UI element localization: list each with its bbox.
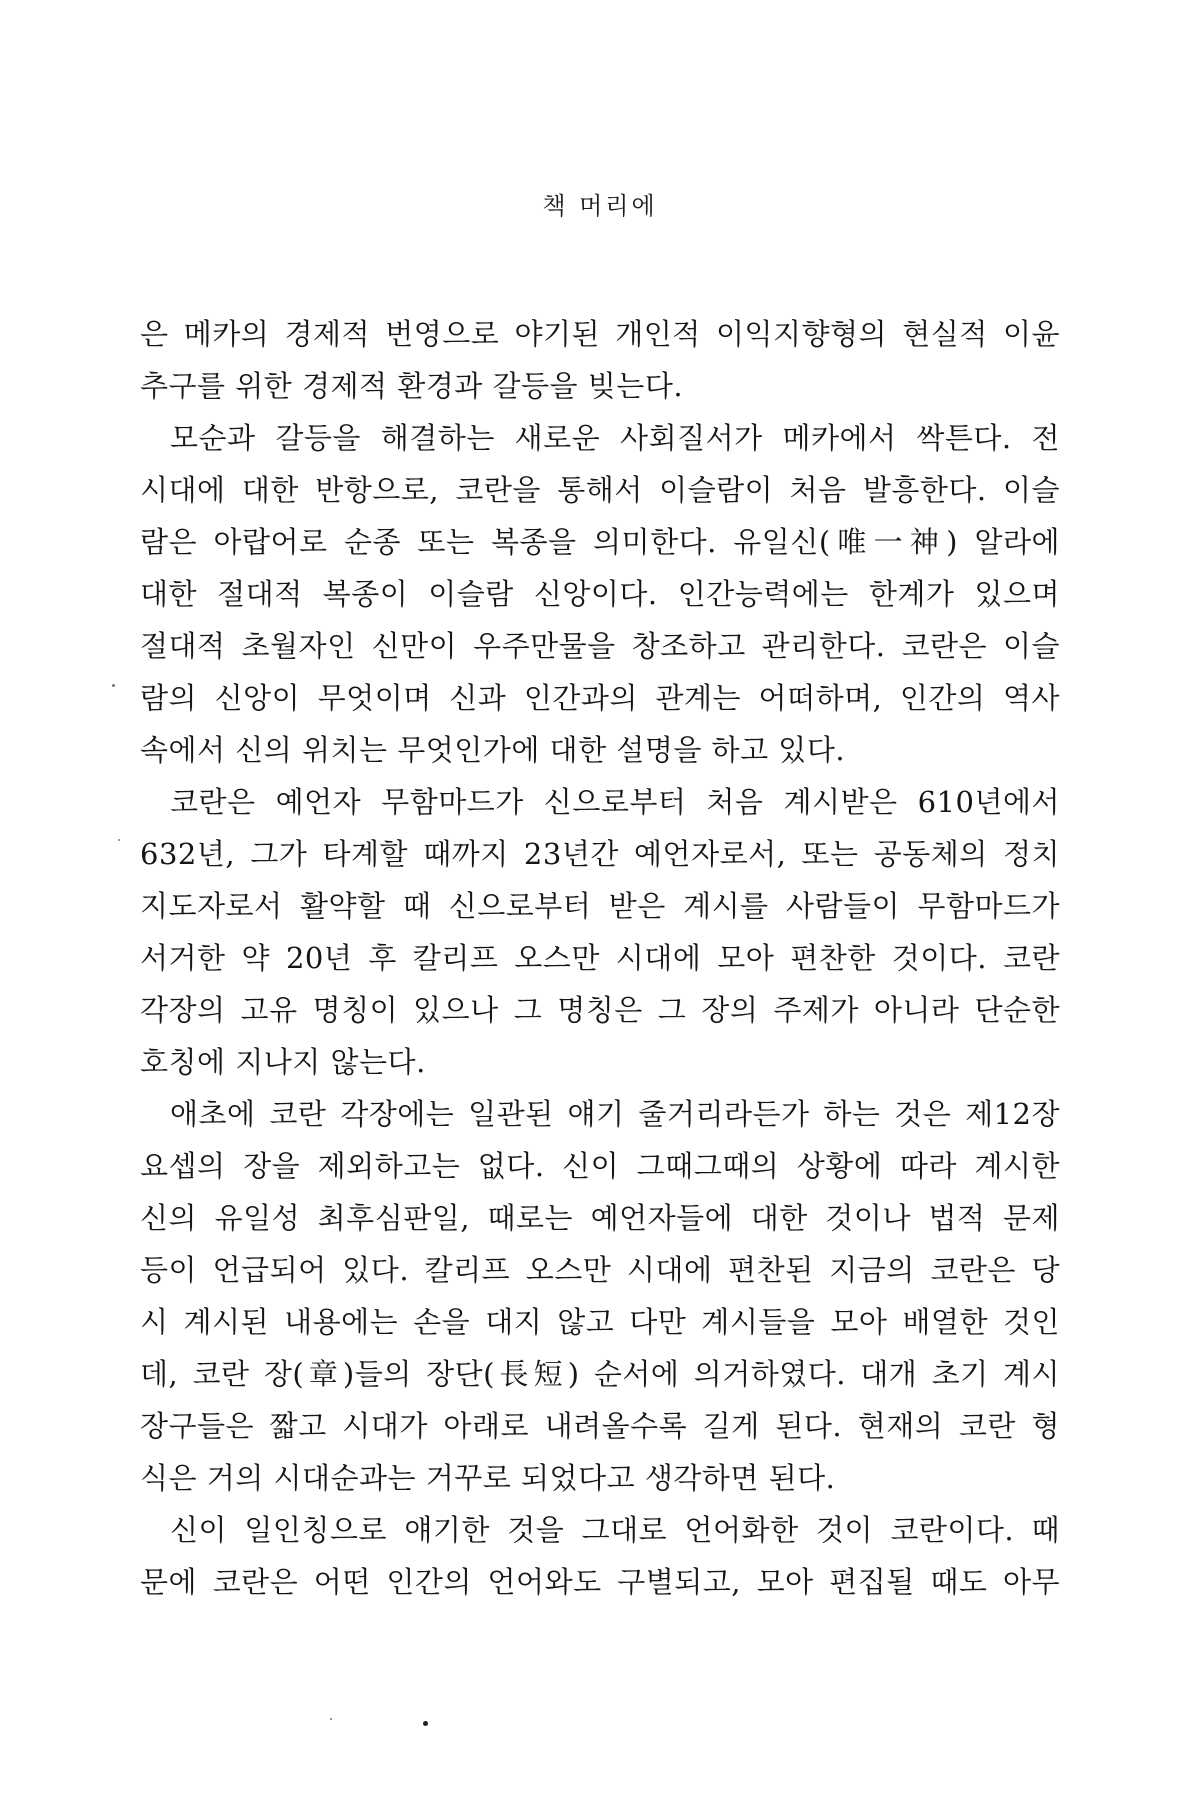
text-line: 모순과 갈등을 해결하는 새로운 사회질서가 메카에서 싹튼다. 전 [170, 421, 1060, 455]
body-text [140, 308, 1060, 1608]
text-line: 시대에 대한 반항으로, 코란을 통해서 이슬람이 처음 발흥한다. 이슬 [140, 473, 1060, 507]
text-line: 데, 코란 장(章)들의 장단(長短) 순서에 의거하였다. 대개 초기 계시 [140, 1357, 1060, 1391]
text-line: 속에서 신의 위치는 무엇인가에 대한 설명을 하고 있다. [140, 733, 846, 767]
scan-speck [118, 839, 120, 841]
scan-speck [330, 1718, 332, 1720]
text-line: 신이 일인칭으로 얘기한 것을 그대로 언어화한 것이 코란이다. 때 [170, 1513, 1060, 1547]
text-line: 람의 신앙이 무엇이며 신과 인간과의 관계는 어떠하며, 인간의 역사 [140, 681, 1060, 715]
running-head-title: 책 머리에 [542, 192, 658, 220]
text-line: 절대적 초월자인 신만이 우주만물을 창조하고 관리한다. 코란은 이슬 [140, 629, 1060, 663]
text-line: 은 메카의 경제적 번영으로 야기된 개인적 이익지향형의 현실적 이윤 [140, 317, 1060, 351]
text-line: 지도자로서 활약할 때 신으로부터 받은 계시를 사람들이 무함마드가 [140, 889, 1060, 923]
text-line: 추구를 위한 경제적 환경과 갈등을 빚는다. [140, 369, 684, 403]
text-line: 호칭에 지나지 않는다. [140, 1045, 426, 1079]
text-line: 애초에 코란 각장에는 일관된 얘기 줄거리라든가 하는 것은 제12장 [170, 1097, 1060, 1131]
text-line: 장구들은 짧고 시대가 아래로 내려올수록 길게 된다. 현재의 코란 형 [140, 1409, 1060, 1443]
text-line: 코란은 예언자 무함마드가 신으로부터 처음 계시받은 610년에서 [170, 785, 1060, 819]
text-line: 람은 아랍어로 순종 또는 복종을 의미한다. 유일신(唯一神) 알라에 [140, 525, 1060, 559]
text-line: 대한 절대적 복종이 이슬람 신앙이다. 인간능력에는 한계가 있으며 [140, 577, 1060, 611]
text-line: 각장의 고유 명칭이 있으나 그 명칭은 그 장의 주제가 아니라 단순한 [140, 993, 1060, 1027]
text-line: 신의 유일성 최후심판일, 때로는 예언자들에 대한 것이나 법적 문제 [140, 1201, 1060, 1235]
text-line: 식은 거의 시대순과는 거꾸로 되었다고 생각하면 된다. [140, 1461, 836, 1495]
scan-speck [423, 1721, 428, 1726]
text-line: 요셉의 장을 제외하고는 없다. 신이 그때그때의 상황에 따라 계시한 [140, 1149, 1060, 1183]
scan-speck [112, 684, 115, 687]
text-line: 등이 언급되어 있다. 칼리프 오스만 시대에 편찬된 지금의 코란은 당 [140, 1253, 1060, 1287]
text-line: 632년, 그가 타계할 때까지 23년간 예언자로서, 또는 공동체의 정치 [140, 837, 1060, 871]
text-line: 문에 코란은 어떤 인간의 언어와도 구별되고, 모아 편집될 때도 아무 [140, 1565, 1060, 1599]
text-line: 서거한 약 20년 후 칼리프 오스만 시대에 모아 편찬한 것이다. 코란 [140, 941, 1060, 975]
text-line: 시 계시된 내용에는 손을 대지 않고 다만 계시들을 모아 배열한 것인 [140, 1305, 1060, 1339]
